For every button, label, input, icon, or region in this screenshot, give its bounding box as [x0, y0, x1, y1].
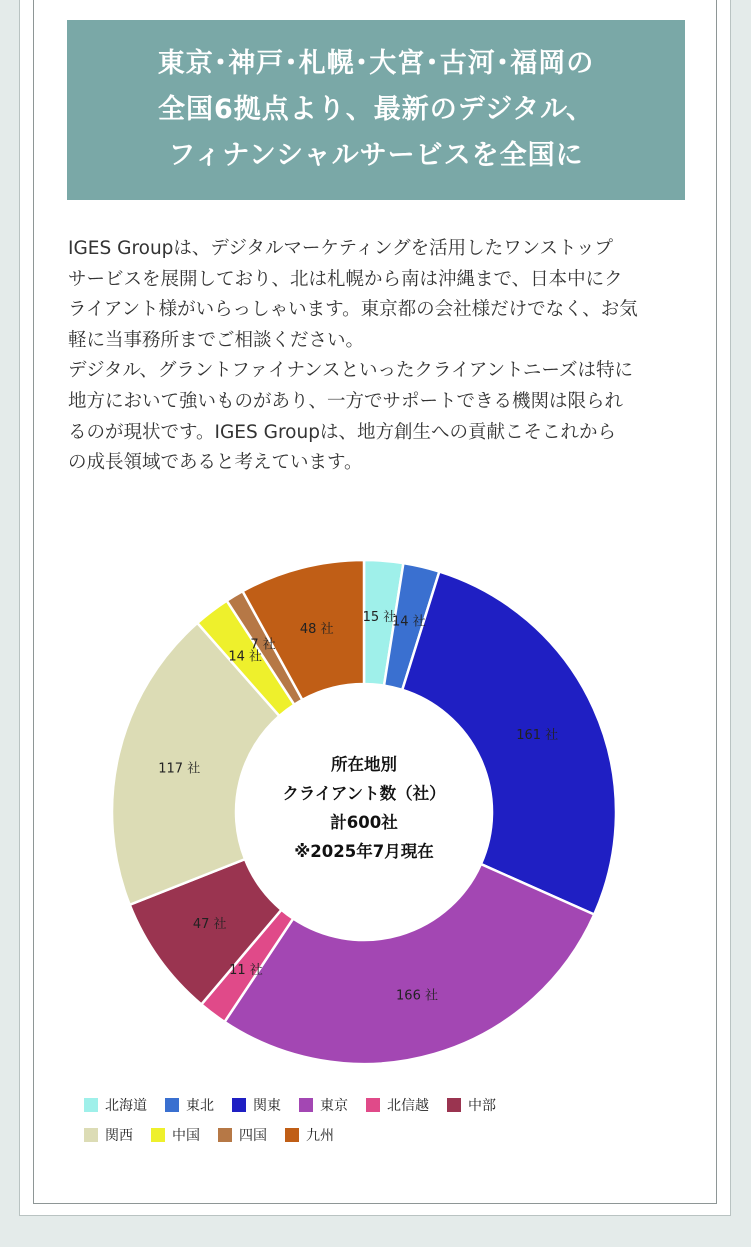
data-label-1: 15 社: [362, 610, 397, 626]
data-label-6: 47 社: [192, 916, 227, 932]
legend-item: [165, 1095, 214, 1115]
legend-item: [218, 1125, 267, 1145]
center-text-line-1: 所在地別: [331, 755, 397, 774]
legend-label: 東京: [320, 1098, 348, 1114]
text-line: の成長領域であると考えています。: [68, 452, 363, 474]
data-label-7: 117 社: [158, 761, 201, 777]
data-label-4: 166 社: [396, 988, 438, 1004]
data-label-8: 14 社: [228, 649, 263, 665]
legend-row: [84, 1120, 604, 1150]
legend-label: 九州: [306, 1128, 334, 1144]
slice-4: [225, 864, 595, 1064]
text-line: サービスを展開しており、北は札幌から南は沖縄まで、日本中にク: [68, 268, 623, 290]
text-line: るのが現状です。IGES Groupは、地方創生への貢献こそこれから: [68, 421, 616, 443]
legend-swatch: [299, 1098, 313, 1112]
legend-label: 北信越: [387, 1098, 429, 1114]
chart-legend: [84, 1090, 604, 1150]
legend-swatch: [447, 1098, 461, 1112]
data-label-10: 48 社: [299, 621, 334, 637]
legend-item: [299, 1095, 348, 1115]
legend-swatch: [366, 1098, 380, 1112]
legend-item: [447, 1095, 496, 1115]
data-label-9: 7 社: [250, 637, 276, 653]
legend-label: 関東: [253, 1098, 281, 1114]
legend-swatch: [285, 1128, 299, 1142]
legend-item: [232, 1095, 281, 1115]
legend-row: [84, 1090, 604, 1120]
legend-swatch: [218, 1128, 232, 1142]
legend-item: [84, 1095, 147, 1115]
center-text-line-2: クライアント数（社）: [282, 784, 446, 803]
text-line: 地方において強いものがあり、一方でサポートできる機関は限られ: [68, 390, 624, 412]
center-text-line-3: 計600社: [330, 813, 398, 832]
legend-swatch: [165, 1098, 179, 1112]
legend-label: 四国: [239, 1128, 267, 1144]
legend-swatch: [151, 1128, 165, 1142]
legend-swatch: [84, 1098, 98, 1112]
legend-item: [285, 1125, 334, 1145]
data-label-5: 11 社: [229, 963, 263, 979]
center-text-line-4: ※2025年7月現在: [294, 842, 434, 861]
text-line: 軽に当事務所までご相談ください。: [68, 329, 365, 351]
data-label-2: 14 社: [392, 614, 426, 630]
legend-item: [84, 1125, 133, 1145]
legend-label: 中国: [172, 1128, 200, 1144]
headline-line-2: 全国6拠点より、最新のデジタル、: [157, 94, 594, 125]
text-line: デジタル、グラントファイナンスといったクライアントニーズは特に: [68, 360, 633, 382]
data-label-3: 161 社: [516, 727, 559, 743]
headline-line-3: フィナンシャルサービスを全国に: [168, 140, 584, 171]
headline-line-1: 東京･神戸･札幌･大宮･古河･福岡の: [157, 48, 595, 79]
legend-item: [366, 1095, 429, 1115]
slice-3: [402, 572, 616, 915]
legend-label: 北海道: [105, 1098, 147, 1114]
legend-label: 関西: [105, 1128, 133, 1144]
legend-item: [151, 1125, 200, 1145]
text-line: IGES Groupは、デジタルマーケティングを活用したワンストップ: [68, 238, 613, 259]
legend-swatch: [232, 1098, 246, 1112]
text-line: ライアント様がいらっしゃいます。東京都の会社様だけでなく、お気: [68, 299, 638, 321]
legend-label: 中部: [468, 1098, 496, 1114]
legend-label: 東北: [186, 1098, 214, 1114]
legend-swatch: [84, 1128, 98, 1142]
